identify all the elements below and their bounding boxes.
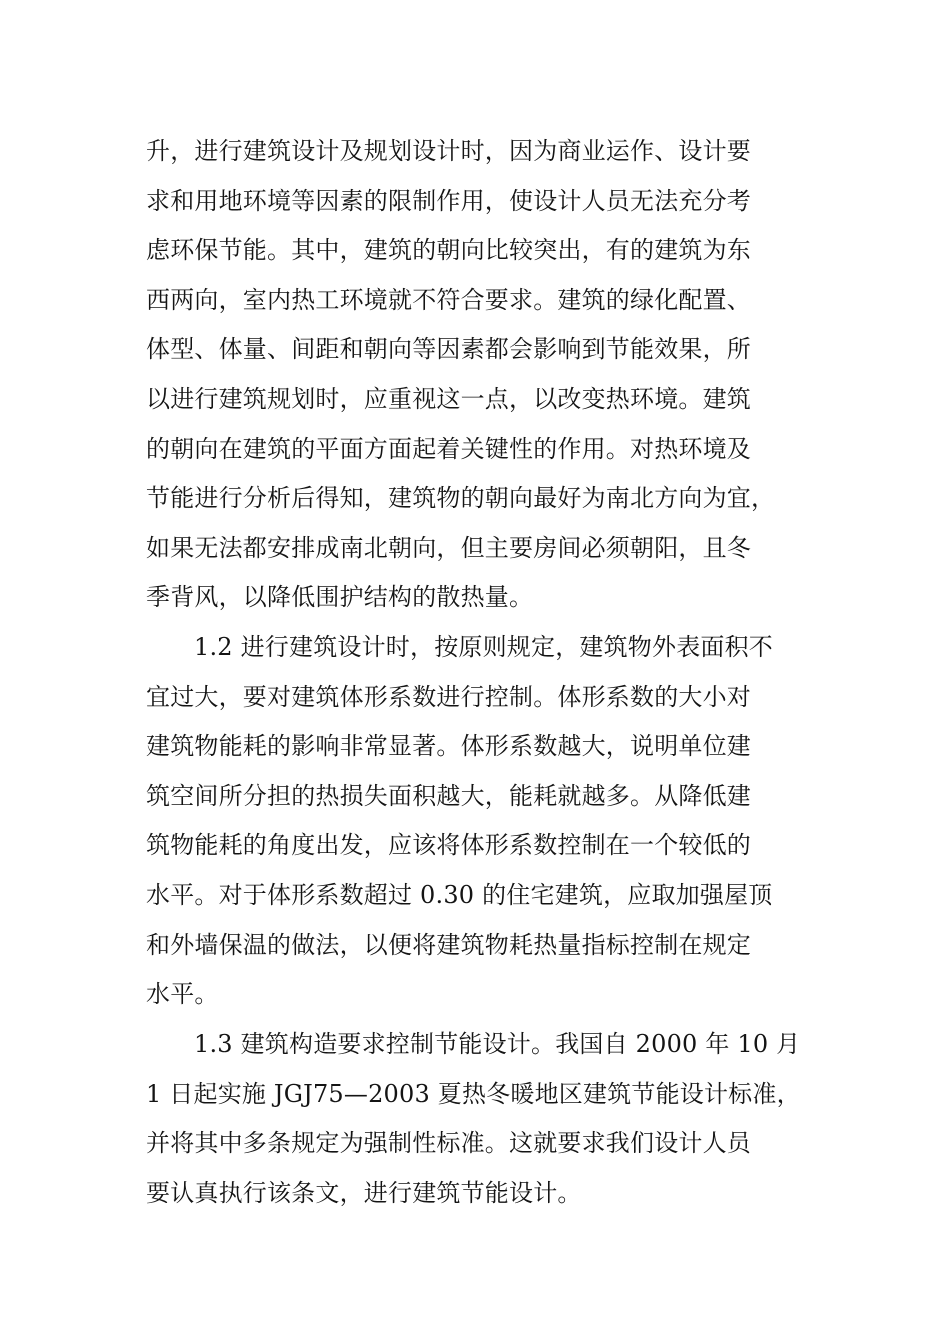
paragraph-line: 和外墙保温的做法，以便将建筑物耗热量指标控制在规定 bbox=[146, 930, 751, 959]
paragraph-line: 季背风，以降低围护结构的散热量。 bbox=[146, 583, 534, 612]
paragraph-line: 并将其中多条规定为强制性标准。这就要求我们设计人员 bbox=[146, 1129, 751, 1158]
paragraph-line: 建筑物能耗的影响非常显著。体形系数越大，说明单位建 bbox=[146, 732, 751, 761]
paragraph-line: 如果无法都安排成南北朝向，但主要房间必须朝阳，且冬 bbox=[146, 533, 751, 562]
paragraph-line: 以进行建筑规划时，应重视这一点，以改变热环境。建筑 bbox=[146, 384, 751, 413]
paragraph-line: 筑空间所分担的热损失面积越大，能耗就越多。从降低建 bbox=[146, 781, 751, 810]
paragraph-1-3 bbox=[146, 1020, 806, 1218]
paragraph-line: 体型、体量、间距和朝向等因素都会影响到节能效果，所 bbox=[146, 335, 751, 364]
paragraph-line: 节能进行分析后得知，建筑物的朝向最好为南北方向为宜， bbox=[146, 484, 776, 513]
paragraph-line: 水平。 bbox=[146, 980, 219, 1009]
paragraph-line: 的朝向在建筑的平面方面起着关键性的作用。对热环境及 bbox=[146, 434, 751, 463]
paragraph-line: 宜过大，要对建筑体形系数进行控制。体形系数的大小对 bbox=[146, 682, 751, 711]
paragraph-line: 1.3 建筑构造要求控制节能设计。我国自 2000 年 10 月 bbox=[194, 1030, 801, 1058]
paragraph-line: 筑物能耗的角度出发，应该将体形系数控制在一个较低的 bbox=[146, 831, 751, 860]
paragraph-line: 水平。对于体形系数超过 0.30 的住宅建筑，应取加强屋顶 bbox=[146, 880, 773, 909]
paragraph-line: 要认真执行该条文，进行建筑节能设计。 bbox=[146, 1178, 582, 1207]
paragraph-line: 升，进行建筑设计及规划设计时，因为商业运作、设计要 bbox=[146, 137, 751, 165]
paragraph-line: 1 日起实施 JGJ75—2003 夏热冬暖地区建筑节能设计标准， bbox=[146, 1079, 801, 1108]
paragraph-line: 西两向，室内热工环境就不符合要求。建筑的绿化配置、 bbox=[146, 285, 751, 314]
paragraph-1 bbox=[146, 127, 806, 623]
paragraph-line: 虑环保节能。其中，建筑的朝向比较突出，有的建筑为东 bbox=[146, 236, 751, 265]
paragraph-line: 求和用地环境等因素的限制作用，使设计人员无法充分考 bbox=[146, 186, 751, 215]
paragraph-line: 1.2 进行建筑设计时，按原则规定，建筑物外表面积不 bbox=[194, 633, 773, 661]
paragraph-1-2 bbox=[146, 623, 806, 1020]
